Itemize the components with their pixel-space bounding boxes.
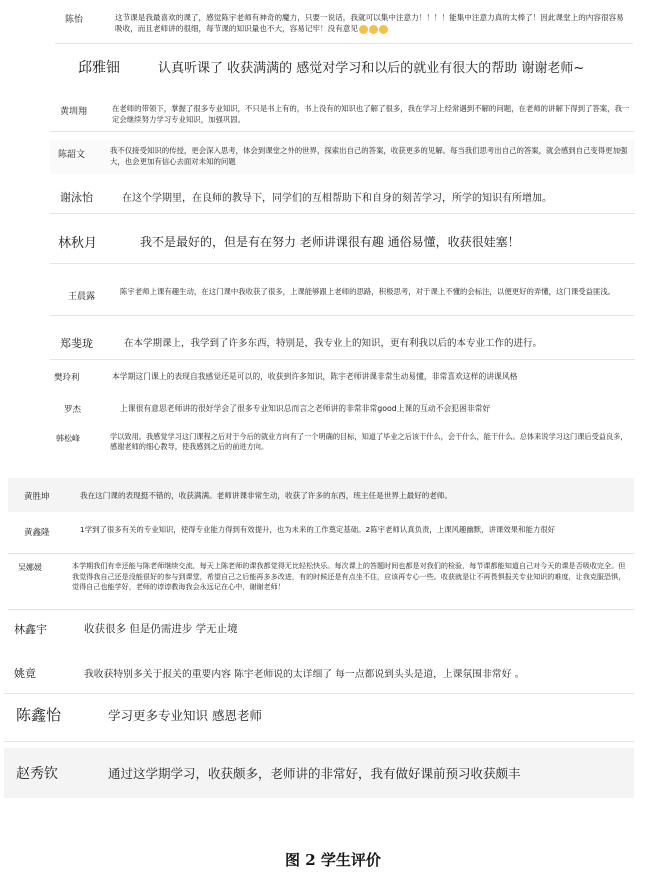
comment-row bbox=[50, 178, 635, 214]
student-name: 陈怡 bbox=[65, 15, 84, 25]
comment-row bbox=[50, 140, 635, 174]
comment-text: 我不是最好的，但是有在努力 老师讲课很有趣 通俗易懂，收获很娃塞！ bbox=[140, 235, 520, 249]
grin-emoji-icon bbox=[359, 25, 368, 34]
comment-row bbox=[50, 326, 635, 360]
comment-text: 通过这学期学习，收获颇多，老师讲的非常好，我有做好课前预习收获颇丰 bbox=[108, 766, 521, 781]
comment-text: 学以致用。我感觉学习这门课程之后对于今后的就业方向有了一个明确的目标，知道了毕业之后该干什么，会干什么，能干什么。总体来说学习这门课后受益良多，感谢老师的细心教导，使我感到之后的前进方向。 bbox=[110, 432, 628, 451]
comment-text: 学习更多专业知识 感恩老师 bbox=[108, 708, 262, 723]
comment-text: 上课很有意思老师讲的很好学会了很多专业知识总而言之老师讲的非常非常good上课的互动不会犯困非常好 bbox=[120, 404, 491, 413]
comment-row bbox=[50, 46, 635, 86]
student-name: 樊玲利 bbox=[54, 373, 80, 383]
figure-caption: 图 2 学生评价 bbox=[285, 851, 381, 869]
comment-row bbox=[50, 220, 635, 264]
grin-emoji-icon bbox=[379, 25, 388, 34]
student-name: 林鑫宇 bbox=[14, 623, 47, 636]
comment-row bbox=[8, 558, 634, 610]
comment-row bbox=[50, 94, 635, 132]
student-name: 韩松峰 bbox=[56, 434, 80, 443]
comment-row bbox=[4, 748, 634, 798]
comment-row bbox=[4, 654, 634, 694]
comment-row bbox=[55, 4, 633, 44]
comment-row bbox=[50, 430, 635, 460]
comment-text: 在这个学期里，在良师的教导下，同学们的互相帮助下和自身的刻苦学习，所学的知识有所增加。 bbox=[122, 193, 552, 204]
student-name: 姚竟 bbox=[14, 667, 36, 680]
student-name: 陈鑫怡 bbox=[16, 706, 62, 724]
grin-emoji-icon bbox=[369, 25, 378, 34]
comment-text: 我不仅接受知识的传授，更会深入思考，体会到课堂之外的世界，探索出自己的答案，收获更多的见解。每当我们思考出自己的答案，就会感到自己变得更加强大，也会更加有信心去面对未知的问题 bbox=[110, 146, 628, 166]
student-name: 林秋月 bbox=[58, 236, 98, 251]
student-name: 黄胜坤 bbox=[24, 492, 50, 502]
student-name: 陈韶文 bbox=[58, 150, 86, 160]
comment-text: 收获很多 但是仍需进步 学无止境 bbox=[84, 623, 238, 635]
comment-text: 1学到了很多有关的专业知识，使得专业能力得到有效提升，也为未来的工作奠定基础。2陈宇老师认真负责，上课风趣幽默，讲课效果和能力很好 bbox=[80, 525, 556, 534]
student-name: 王晨露 bbox=[68, 292, 96, 302]
student-name: 黄圳翔 bbox=[60, 107, 88, 117]
comment-text: 我在这门课的表现挺不错的，收获满满。老师讲课非常生动，收获了许多的东西，班主任是世界上最好的老师。 bbox=[80, 491, 453, 500]
student-name: 罗杰 bbox=[64, 405, 82, 415]
comment-text: 我收获特别多关于报关的重要内容 陈宇老师说的太详细了 每一点都说到头头是道，上课氛围非常好 。 bbox=[84, 669, 525, 680]
comment-text: 本学期我们有幸还能与陈老师继续交流，每天上陈老师的课我都觉得无比轻松快乐。每次课上的答题时间也都是对我们的检验，每节课都能知道自己对今天的课是否吸收完全。但我觉得我自己还是没能很好的参与到课堂，希望自己之后能再多多改进，有的时候还是有点坐不住，应该再专心一些。收获就是让不再畏惧报关专业知识的难度，让我克服恐惧，觉得自己也能学好，老师的谆谆教诲我会永远记在心中，谢谢老师！ bbox=[72, 561, 626, 591]
student-name: 黄鑫隆 bbox=[24, 528, 50, 538]
student-name: 邱雅钿 bbox=[78, 60, 120, 76]
comment-row bbox=[8, 478, 634, 512]
comment-row bbox=[8, 516, 634, 554]
comment-text: 在老师的带领下，掌握了很多专业知识，不只是书上有的，书上没有的知识也了解了很多，我在学习上经常遇到不解的问题，在老师的讲解下得到了答案，我一定会继续努力学习专业知识，加强巩固。 bbox=[112, 104, 630, 124]
comment-row bbox=[50, 366, 635, 388]
comment-text: 陈宇老师上课有趣生动，在这门课中我收获了很多，上课能够跟上老师的思路，积极思考，对于课上不懂的会标注，以便更好的弄懂，这门课受益匪浅。 bbox=[120, 287, 616, 296]
comment-text: 这节课是我最喜欢的课了，感觉陈宇老师有神奇的魔力，只要一说话，我就可以集中注意力！！！！能集中注意力真的太棒了！因此课堂上的内容很容易吸收，而且老师讲的很细，每节课的知识量也不大，容易记牢！没有意见 bbox=[115, 13, 624, 33]
comment-text: 在本学期课上，我学到了许多东西，特别是，我专业上的知识，更有利我以后的本专业工作的进行。 bbox=[124, 338, 543, 349]
student-name: 吴娜媛 bbox=[18, 563, 42, 572]
comment-text: 本学期这门课上的表现自我感觉还是可以的，收获到许多知识，陈宇老师讲课非常生动易懂，非常喜欢这样的讲课风格 bbox=[112, 372, 518, 381]
comment-row bbox=[50, 276, 635, 316]
student-name: 赵秀钦 bbox=[16, 766, 58, 782]
comment-row bbox=[50, 398, 635, 420]
student-name: 谢泳怡 bbox=[60, 191, 93, 204]
comment-text: 认真听课了 收获满满的 感觉对学习和以后的就业有很大的帮助 谢谢老师~ bbox=[158, 61, 585, 76]
student-name: 郑斐珑 bbox=[60, 337, 93, 350]
comment-row bbox=[4, 615, 634, 645]
comment-row bbox=[4, 698, 634, 742]
